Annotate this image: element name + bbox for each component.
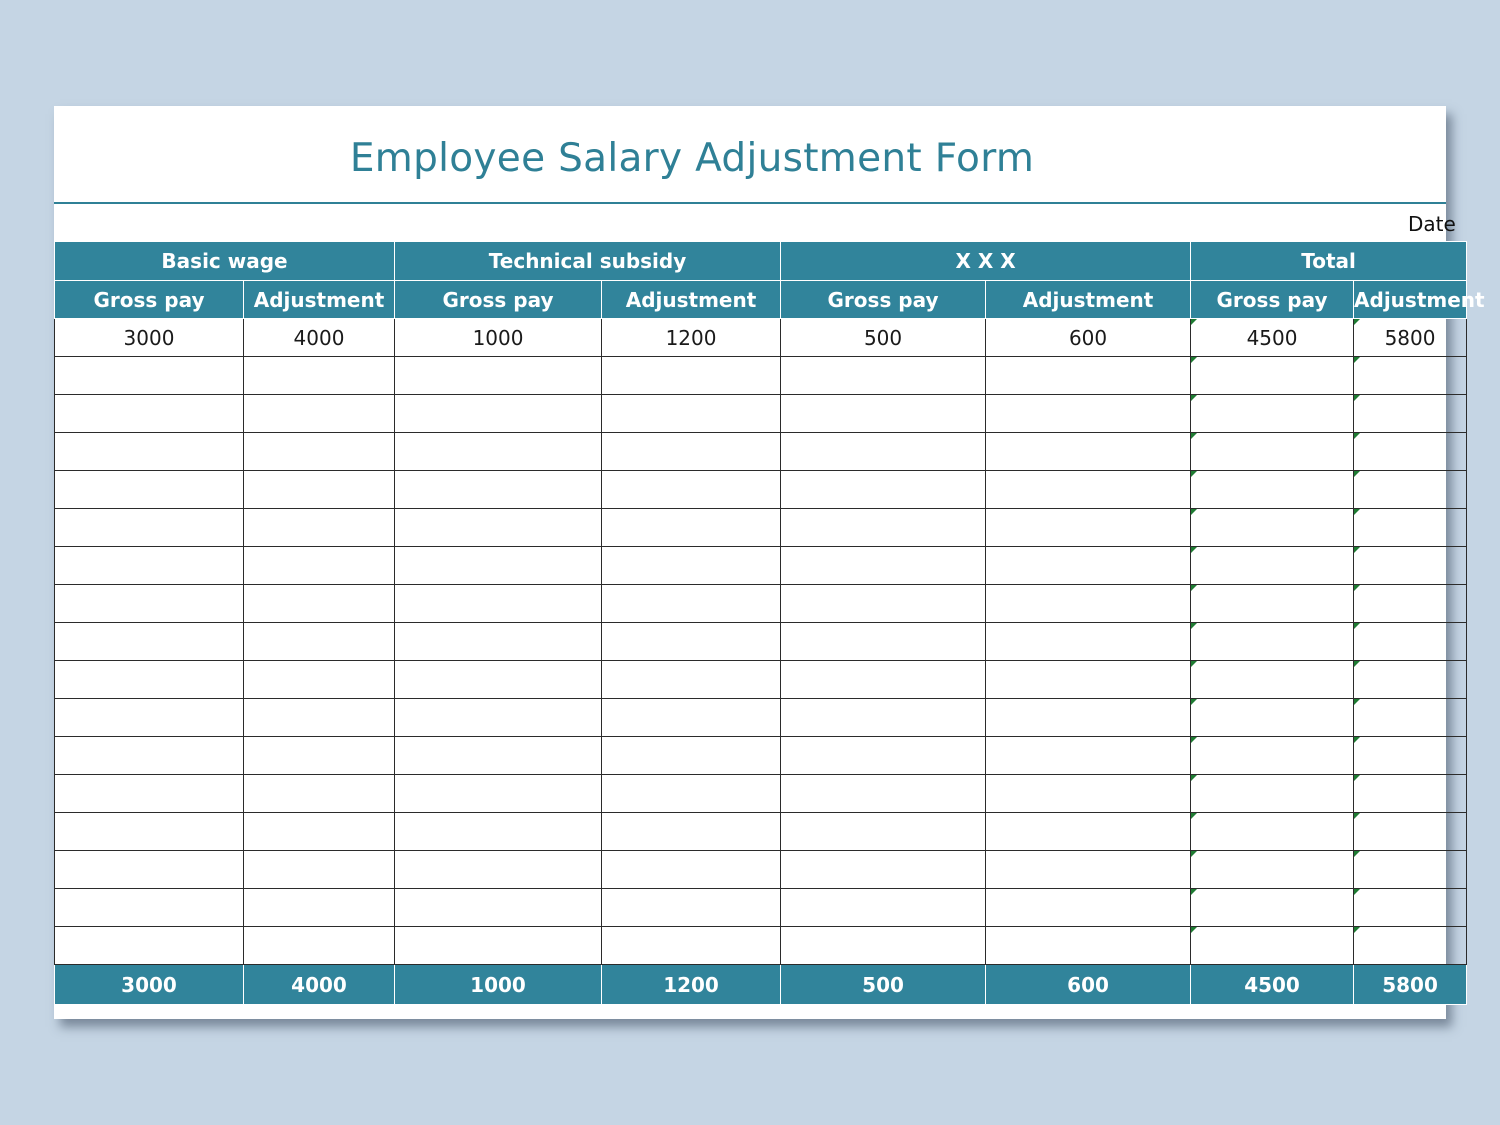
table-cell[interactable] xyxy=(781,357,986,395)
table-cell[interactable] xyxy=(244,509,395,547)
table-cell[interactable] xyxy=(244,395,395,433)
table-cell[interactable] xyxy=(1191,661,1354,699)
table-cell[interactable] xyxy=(986,889,1191,927)
table-cell[interactable]: 600 xyxy=(986,319,1191,357)
table-cell[interactable] xyxy=(781,927,986,965)
table-cell[interactable] xyxy=(781,471,986,509)
table-cell[interactable] xyxy=(55,775,244,813)
table-cell[interactable] xyxy=(395,889,602,927)
table-cell[interactable] xyxy=(1191,623,1354,661)
table-cell[interactable] xyxy=(395,547,602,585)
table-cell[interactable] xyxy=(781,699,986,737)
table-cell[interactable] xyxy=(395,699,602,737)
column-header[interactable]: Adjustment xyxy=(244,281,395,319)
table-cell[interactable] xyxy=(395,509,602,547)
total-cell[interactable]: 4000 xyxy=(244,965,395,1005)
table-cell[interactable] xyxy=(1191,737,1354,775)
table-cell[interactable] xyxy=(1191,775,1354,813)
column-header[interactable]: Gross pay xyxy=(395,281,602,319)
table-cell[interactable] xyxy=(781,623,986,661)
table-cell[interactable] xyxy=(55,433,244,471)
table-cell[interactable] xyxy=(1354,547,1467,585)
total-cell[interactable]: 500 xyxy=(781,965,986,1005)
table-cell[interactable] xyxy=(1191,433,1354,471)
column-header[interactable]: Adjustment xyxy=(602,281,781,319)
table-cell[interactable] xyxy=(986,813,1191,851)
table-cell[interactable] xyxy=(602,851,781,889)
form-title: Employee Salary Adjustment Form xyxy=(349,136,1035,181)
table-cell[interactable] xyxy=(781,509,986,547)
table-cell[interactable] xyxy=(602,395,781,433)
table-cell[interactable]: 4000 xyxy=(244,319,395,357)
table-cell[interactable] xyxy=(55,661,244,699)
table-cell[interactable] xyxy=(244,585,395,623)
table-cell[interactable] xyxy=(781,433,986,471)
table-cell[interactable] xyxy=(781,813,986,851)
table-cell[interactable] xyxy=(55,737,244,775)
table-cell[interactable]: 3000 xyxy=(55,319,244,357)
table-cell[interactable] xyxy=(395,433,602,471)
table-row xyxy=(55,927,1467,965)
table-cell[interactable] xyxy=(1354,471,1467,509)
table-cell[interactable] xyxy=(1191,585,1354,623)
table-cell[interactable] xyxy=(602,927,781,965)
table-cell[interactable] xyxy=(986,471,1191,509)
title-underline xyxy=(54,202,1446,204)
table-cell[interactable] xyxy=(1354,661,1467,699)
table-cell[interactable] xyxy=(602,699,781,737)
table-cell[interactable] xyxy=(602,509,781,547)
table-row xyxy=(55,433,1467,471)
table-cell[interactable] xyxy=(395,661,602,699)
table-cell[interactable] xyxy=(1191,699,1354,737)
table-cell[interactable] xyxy=(1191,395,1354,433)
table-cell[interactable] xyxy=(602,889,781,927)
table-cell[interactable] xyxy=(395,737,602,775)
table-cell[interactable] xyxy=(986,395,1191,433)
table-cell[interactable] xyxy=(986,547,1191,585)
table-cell[interactable] xyxy=(781,889,986,927)
table-cell[interactable] xyxy=(986,851,1191,889)
table-cell[interactable] xyxy=(1354,623,1467,661)
table-row xyxy=(55,509,1467,547)
table-cell[interactable] xyxy=(55,471,244,509)
table-cell[interactable] xyxy=(1354,395,1467,433)
spreadsheet-sheet xyxy=(54,106,1485,1019)
table-cell[interactable] xyxy=(1354,585,1467,623)
table-cell[interactable] xyxy=(55,813,244,851)
table-cell[interactable]: 1000 xyxy=(395,319,602,357)
total-cell[interactable]: 5800 xyxy=(1354,965,1467,1005)
table-cell[interactable] xyxy=(602,737,781,775)
table-cell[interactable] xyxy=(986,433,1191,471)
table-cell[interactable] xyxy=(781,395,986,433)
table-cell[interactable] xyxy=(395,471,602,509)
table-cell[interactable] xyxy=(55,395,244,433)
table-cell[interactable] xyxy=(55,547,244,585)
table-cell[interactable] xyxy=(1191,547,1354,585)
table-cell[interactable] xyxy=(55,585,244,623)
table-cell[interactable] xyxy=(602,623,781,661)
table-cell[interactable] xyxy=(395,623,602,661)
table-cell[interactable] xyxy=(1191,813,1354,851)
table-row xyxy=(55,661,1467,699)
table-cell[interactable] xyxy=(1191,509,1354,547)
table-row xyxy=(55,775,1467,813)
table-cell[interactable] xyxy=(1354,357,1467,395)
table-cell[interactable] xyxy=(244,699,395,737)
column-header[interactable]: Gross pay xyxy=(781,281,986,319)
table-cell[interactable] xyxy=(1354,851,1467,889)
table-cell[interactable] xyxy=(602,357,781,395)
table-cell[interactable]: 4500 xyxy=(1191,319,1354,357)
table-cell[interactable] xyxy=(1191,471,1354,509)
table-cell[interactable] xyxy=(55,889,244,927)
group-header[interactable]: Technical subsidy xyxy=(395,242,781,281)
table-cell[interactable] xyxy=(244,889,395,927)
table-cell[interactable] xyxy=(244,775,395,813)
group-header-row xyxy=(55,242,1467,281)
table-cell[interactable] xyxy=(781,851,986,889)
column-header[interactable]: Gross pay xyxy=(1191,281,1354,319)
table-row xyxy=(55,547,1467,585)
table-cell[interactable] xyxy=(244,813,395,851)
table-cell[interactable] xyxy=(1354,433,1467,471)
table-cell[interactable] xyxy=(395,357,602,395)
table-cell[interactable] xyxy=(986,737,1191,775)
table-cell[interactable] xyxy=(55,699,244,737)
table-cell[interactable] xyxy=(244,661,395,699)
table-row xyxy=(55,471,1467,509)
table-row xyxy=(55,585,1467,623)
date-label[interactable]: Date xyxy=(1408,212,1456,236)
table-cell[interactable] xyxy=(1354,927,1467,965)
table-cell[interactable] xyxy=(395,927,602,965)
table-cell[interactable] xyxy=(602,433,781,471)
table-cell[interactable] xyxy=(244,471,395,509)
table-row xyxy=(55,851,1467,889)
table-cell[interactable] xyxy=(55,357,244,395)
table-cell[interactable] xyxy=(1354,699,1467,737)
table-cell[interactable] xyxy=(781,775,986,813)
table-cell[interactable] xyxy=(244,623,395,661)
table-cell[interactable] xyxy=(986,357,1191,395)
column-header[interactable]: Adjustment xyxy=(986,281,1191,319)
table-cell[interactable] xyxy=(1191,357,1354,395)
table-cell[interactable] xyxy=(1191,889,1354,927)
table-row xyxy=(55,737,1467,775)
subheader-row xyxy=(55,281,1467,319)
table-cell[interactable]: 1200 xyxy=(602,319,781,357)
table-cell[interactable] xyxy=(781,547,986,585)
table-cell[interactable] xyxy=(602,813,781,851)
table-cell[interactable] xyxy=(602,775,781,813)
table-cell[interactable] xyxy=(986,585,1191,623)
table-cell[interactable] xyxy=(395,585,602,623)
table-cell[interactable] xyxy=(244,737,395,775)
group-header[interactable]: X X X xyxy=(781,242,1191,281)
table-row xyxy=(55,395,1467,433)
group-header[interactable]: Basic wage xyxy=(55,242,395,281)
table-row xyxy=(55,319,1467,357)
table-row xyxy=(55,813,1467,851)
table-cell[interactable]: 500 xyxy=(781,319,986,357)
table-cell[interactable] xyxy=(395,775,602,813)
totals-row xyxy=(55,965,1467,1005)
table-cell[interactable] xyxy=(1191,851,1354,889)
table-cell[interactable] xyxy=(244,357,395,395)
table-row xyxy=(55,699,1467,737)
table-cell[interactable] xyxy=(244,433,395,471)
table-cell[interactable] xyxy=(602,471,781,509)
table-cell[interactable] xyxy=(1354,775,1467,813)
table-cell[interactable] xyxy=(1354,889,1467,927)
table-cell[interactable] xyxy=(244,851,395,889)
table-cell[interactable] xyxy=(986,927,1191,965)
table-cell[interactable] xyxy=(986,699,1191,737)
table-cell[interactable] xyxy=(1354,509,1467,547)
salary-table xyxy=(54,241,1485,1005)
table-cell[interactable] xyxy=(395,851,602,889)
table-cell[interactable] xyxy=(1354,813,1467,851)
table-cell[interactable] xyxy=(986,775,1191,813)
column-header[interactable]: Gross pay xyxy=(55,281,244,319)
table-cell[interactable] xyxy=(986,509,1191,547)
table-cell[interactable] xyxy=(781,661,986,699)
table-cell[interactable] xyxy=(395,813,602,851)
total-cell[interactable]: 4500 xyxy=(1191,965,1354,1005)
table-cell[interactable] xyxy=(1354,737,1467,775)
table-cell[interactable] xyxy=(55,509,244,547)
total-cell[interactable]: 600 xyxy=(986,965,1191,1005)
table-cell[interactable] xyxy=(395,395,602,433)
table-cell[interactable] xyxy=(55,623,244,661)
table-cell[interactable] xyxy=(244,927,395,965)
total-cell[interactable]: 1200 xyxy=(602,965,781,1005)
table-cell[interactable] xyxy=(1191,927,1354,965)
table-row xyxy=(55,623,1467,661)
table-row xyxy=(55,889,1467,927)
table-cell[interactable] xyxy=(244,547,395,585)
table-cell[interactable] xyxy=(602,661,781,699)
table-cell[interactable] xyxy=(986,661,1191,699)
total-cell[interactable]: 1000 xyxy=(395,965,602,1005)
table-cell[interactable] xyxy=(986,623,1191,661)
column-header[interactable]: Adjustment xyxy=(1354,281,1467,319)
table-cell[interactable] xyxy=(55,851,244,889)
total-cell[interactable]: 3000 xyxy=(55,965,244,1005)
table-cell[interactable] xyxy=(781,585,986,623)
group-header[interactable]: Total xyxy=(1191,242,1467,281)
table-cell[interactable] xyxy=(602,547,781,585)
table-row xyxy=(55,357,1467,395)
table-cell[interactable] xyxy=(781,737,986,775)
table-cell[interactable] xyxy=(602,585,781,623)
table-cell[interactable]: 5800 xyxy=(1354,319,1467,357)
table-cell[interactable] xyxy=(55,927,244,965)
